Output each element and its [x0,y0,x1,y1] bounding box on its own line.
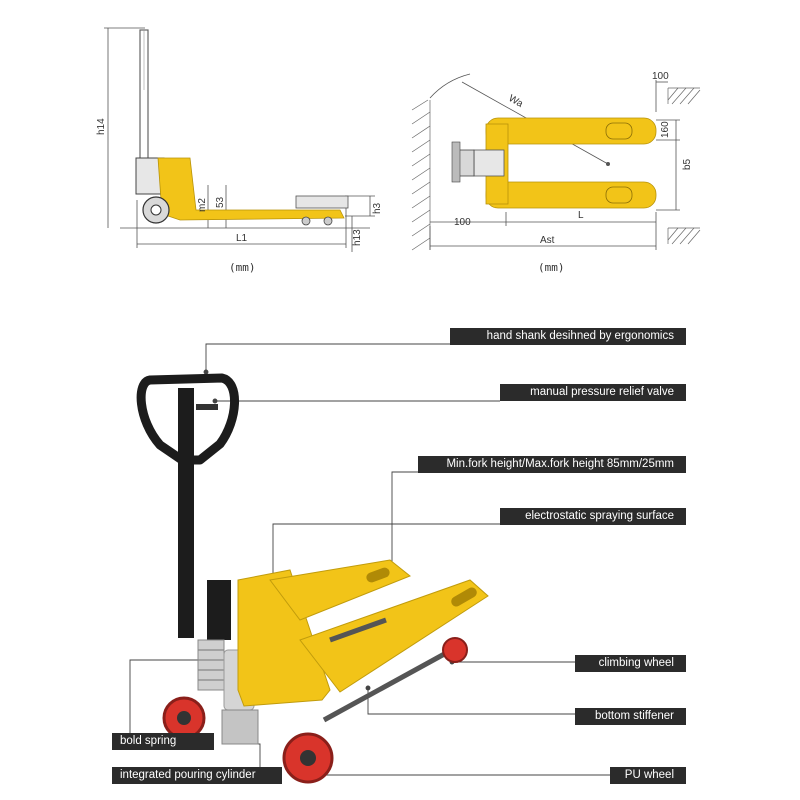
label-100-bottom: 100 [454,217,471,228]
label-53: 53 [215,196,226,208]
callout-spraying: electrostatic spraying surface [500,508,686,525]
relief-valve-lever [196,404,218,410]
climbing-wheel [443,638,467,662]
side-unit: (mm) [229,261,256,274]
label-h14: h14 [96,118,107,135]
callout-fork-height: Min.fork height/Max.fork height 85mm/25mm [418,456,686,473]
callout-bold-spring: bold spring [112,733,214,750]
label-L1: L1 [236,233,248,244]
label-m2: m2 [197,198,208,212]
callout-climbing-wheel: climbing wheel [575,655,686,672]
callout-pouring-cylinder: integrated pouring cylinder [112,767,282,784]
handle-shaft [178,388,194,638]
label-Wa: Wa [506,93,525,110]
callout-bottom-stiffener: bottom stiffener [575,708,686,725]
label-160: 160 [660,121,671,138]
label-h13: h13 [352,229,363,246]
label-Ast: Ast [540,235,555,246]
callout-relief-valve: manual pressure relief valve [500,384,686,401]
label-b5: b5 [682,158,693,170]
bold-spring [198,640,224,690]
label-L: L [578,210,584,221]
label-100-top: 100 [652,71,669,82]
callout-hand-shank: hand shank desihned by ergonomics [450,328,686,345]
callout-pu-wheel: PU wheel [610,767,686,784]
label-h3: h3 [372,202,383,214]
top-unit: (mm) [538,261,565,274]
